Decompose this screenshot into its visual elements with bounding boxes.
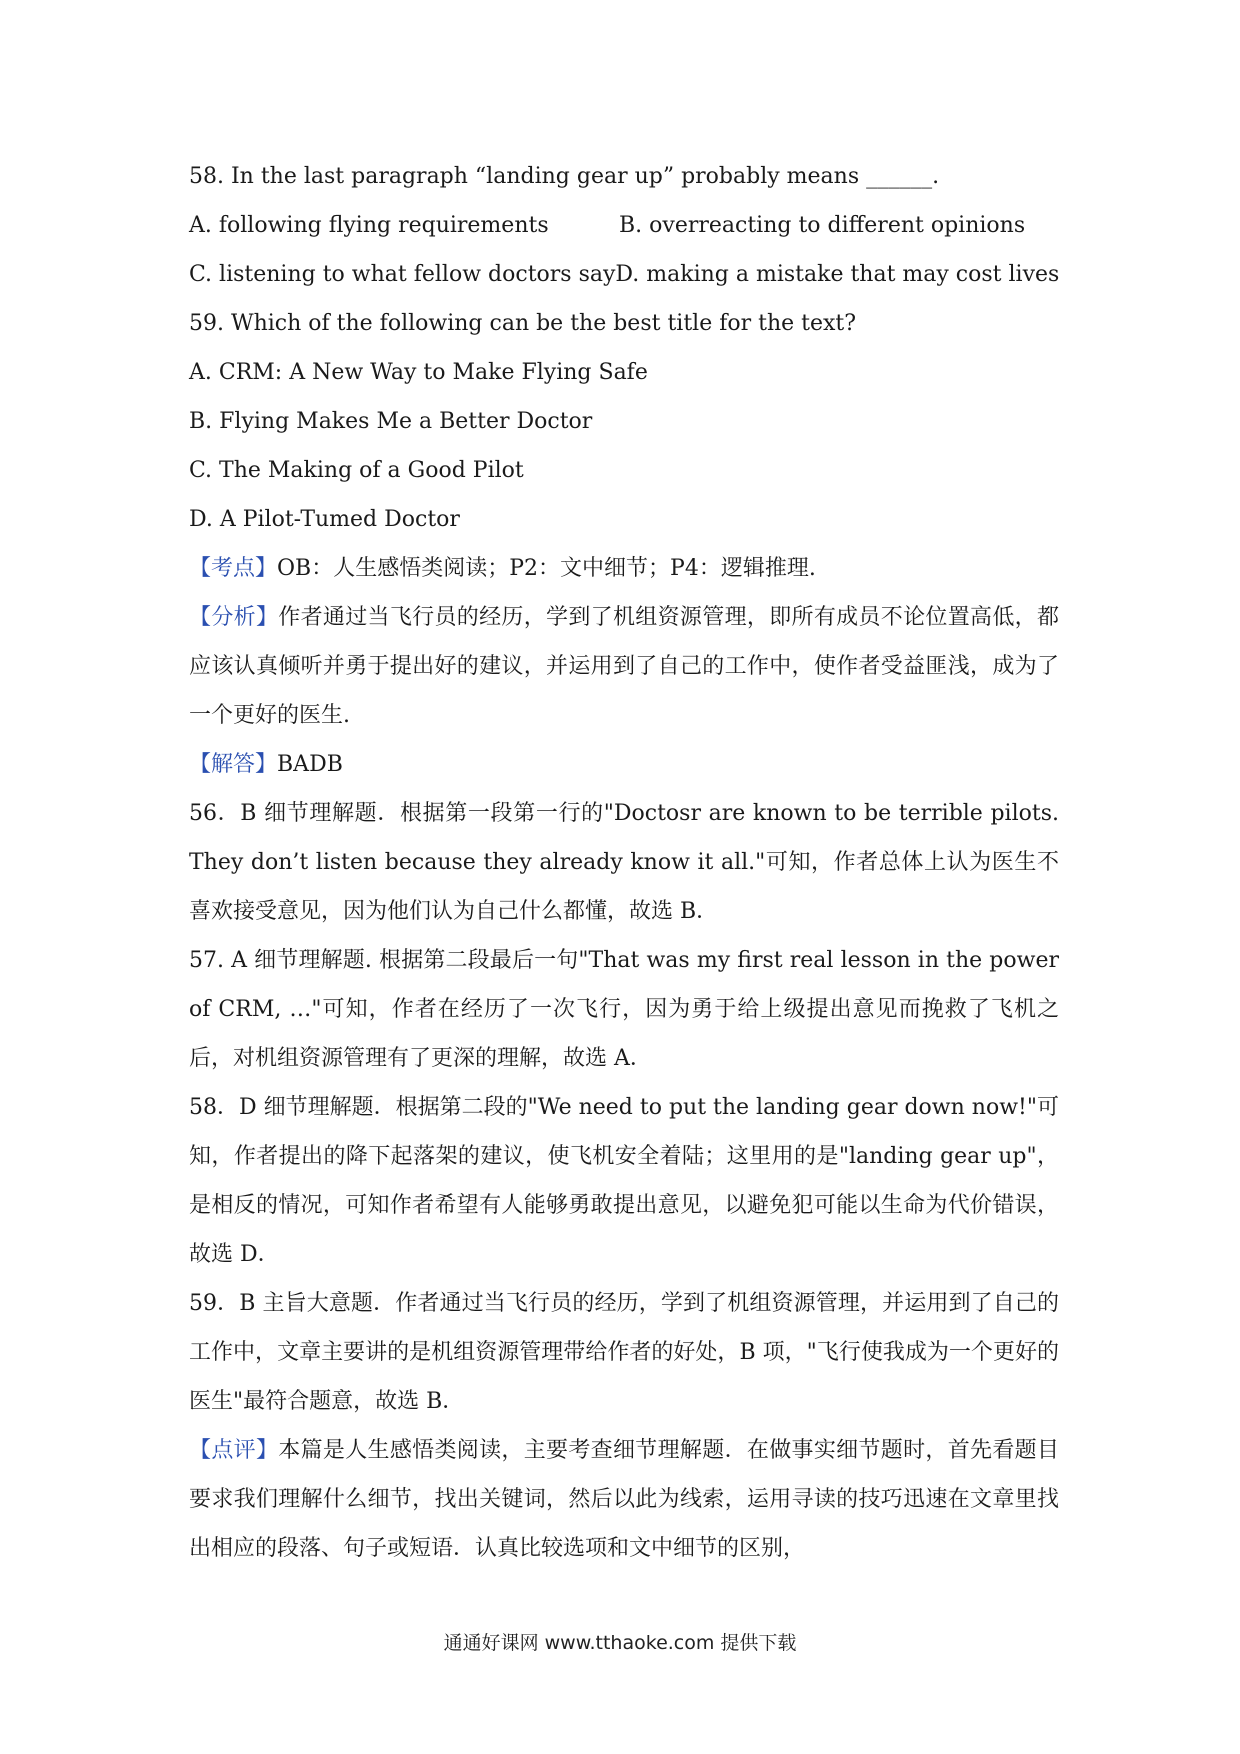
kaodian-text: OB：人生感悟类阅读；P2：文中细节；P4：逻辑推理. — [277, 556, 816, 581]
q58-option-d: D. making a mistake that may cost lives — [615, 262, 1060, 287]
kaodian-tag: 【考点】 — [189, 556, 278, 581]
document-body — [189, 152, 1059, 1573]
fenxi-text: 作者通过当飞行员的经历，学到了机组资源管理，即所有成员不论位置高低，都应该认真倾听并勇于提出好的建议，并运用到了自己的工作中，使作者受益匪浅，成为了一个更好的医生. — [189, 605, 1059, 728]
q58-options-row-2 — [189, 250, 1059, 299]
answer-56: 56．B 细节理解题．根据第一段第一行的"Doctosr are known to be terrible pilots. They don’t listen because they already know it all."可知，作者总体上认为医生不喜欢接受意见，因为他们认为自己什么都懂，故选 B． — [189, 801, 1059, 924]
jieda-text: BADB — [277, 752, 343, 777]
dianping-text: 本篇是人生感悟类阅读，主要考查细节理解题．在做事实细节题时，首先看题目要求我们理解什么细节，找出关键词，然后以此为线索，运用寻读的技巧迅速在文章里找出相应的段落、句子或短语．认真比较选项和文中细节的区别， — [189, 1438, 1059, 1561]
q59-option-d: D. A Pilot-Tumed Doctor — [189, 507, 460, 532]
q59-option-a: A. CRM: A New Way to Make Flying Safe — [189, 360, 648, 385]
page-footer: 通通好课网 www.tthaoke.com 提供下载 — [443, 1632, 797, 1654]
jieda-section — [189, 740, 1059, 789]
answer-59: 59．B 主旨大意题．作者通过当飞行员的经历，学到了机组资源管理，并运用到了自己的工作中，文章主要讲的是机组资源管理带给作者的好处，B 项，"飞行使我成为一个更好的医生"最符合题意，故选 B． — [189, 1291, 1059, 1414]
q59-stem: 59. Which of the following can be the best title for the text? — [189, 311, 857, 336]
q58-option-c: C. listening to what fellow doctors say — [189, 262, 616, 287]
dianping-section — [189, 1426, 1059, 1573]
q59-option-c: C. The Making of a Good Pilot — [189, 458, 524, 483]
answer-58: 58．D 细节理解题．根据第二段的"We need to put the landing gear down now!"可知，作者提出的降下起落架的建议，使飞机安全着陆；这里用的是"landing gear up"，是相反的情况，可知作者希望有人能够勇敢提出意见，以避免犯可能以生命为代价错误，故选 D． — [189, 1095, 1059, 1267]
q58-options-row-1 — [189, 201, 1059, 250]
q58-option-a: A. following flying requirements — [189, 213, 549, 238]
q58-stem: 58. In the last paragraph “landing gear up” probably means ______. — [189, 164, 940, 189]
kaodian-section — [189, 544, 1059, 593]
answer-57: 57. A 细节理解题. 根据第二段最后一句"That was my first real lesson in the power of CRM, …"可知，作者在经历了一次飞行，因为勇于给上级提出意见而挽救了飞机之后，对机组资源管理有了更深的理解，故选 A． — [189, 948, 1059, 1071]
dianping-tag: 【点评】 — [189, 1438, 279, 1463]
fenxi-section — [189, 593, 1059, 740]
q58-option-b: B. overreacting to different opinions — [619, 213, 1026, 238]
fenxi-tag: 【分析】 — [189, 605, 279, 630]
jieda-tag: 【解答】 — [189, 752, 278, 777]
q59-option-b: B. Flying Makes Me a Better Doctor — [189, 409, 593, 434]
